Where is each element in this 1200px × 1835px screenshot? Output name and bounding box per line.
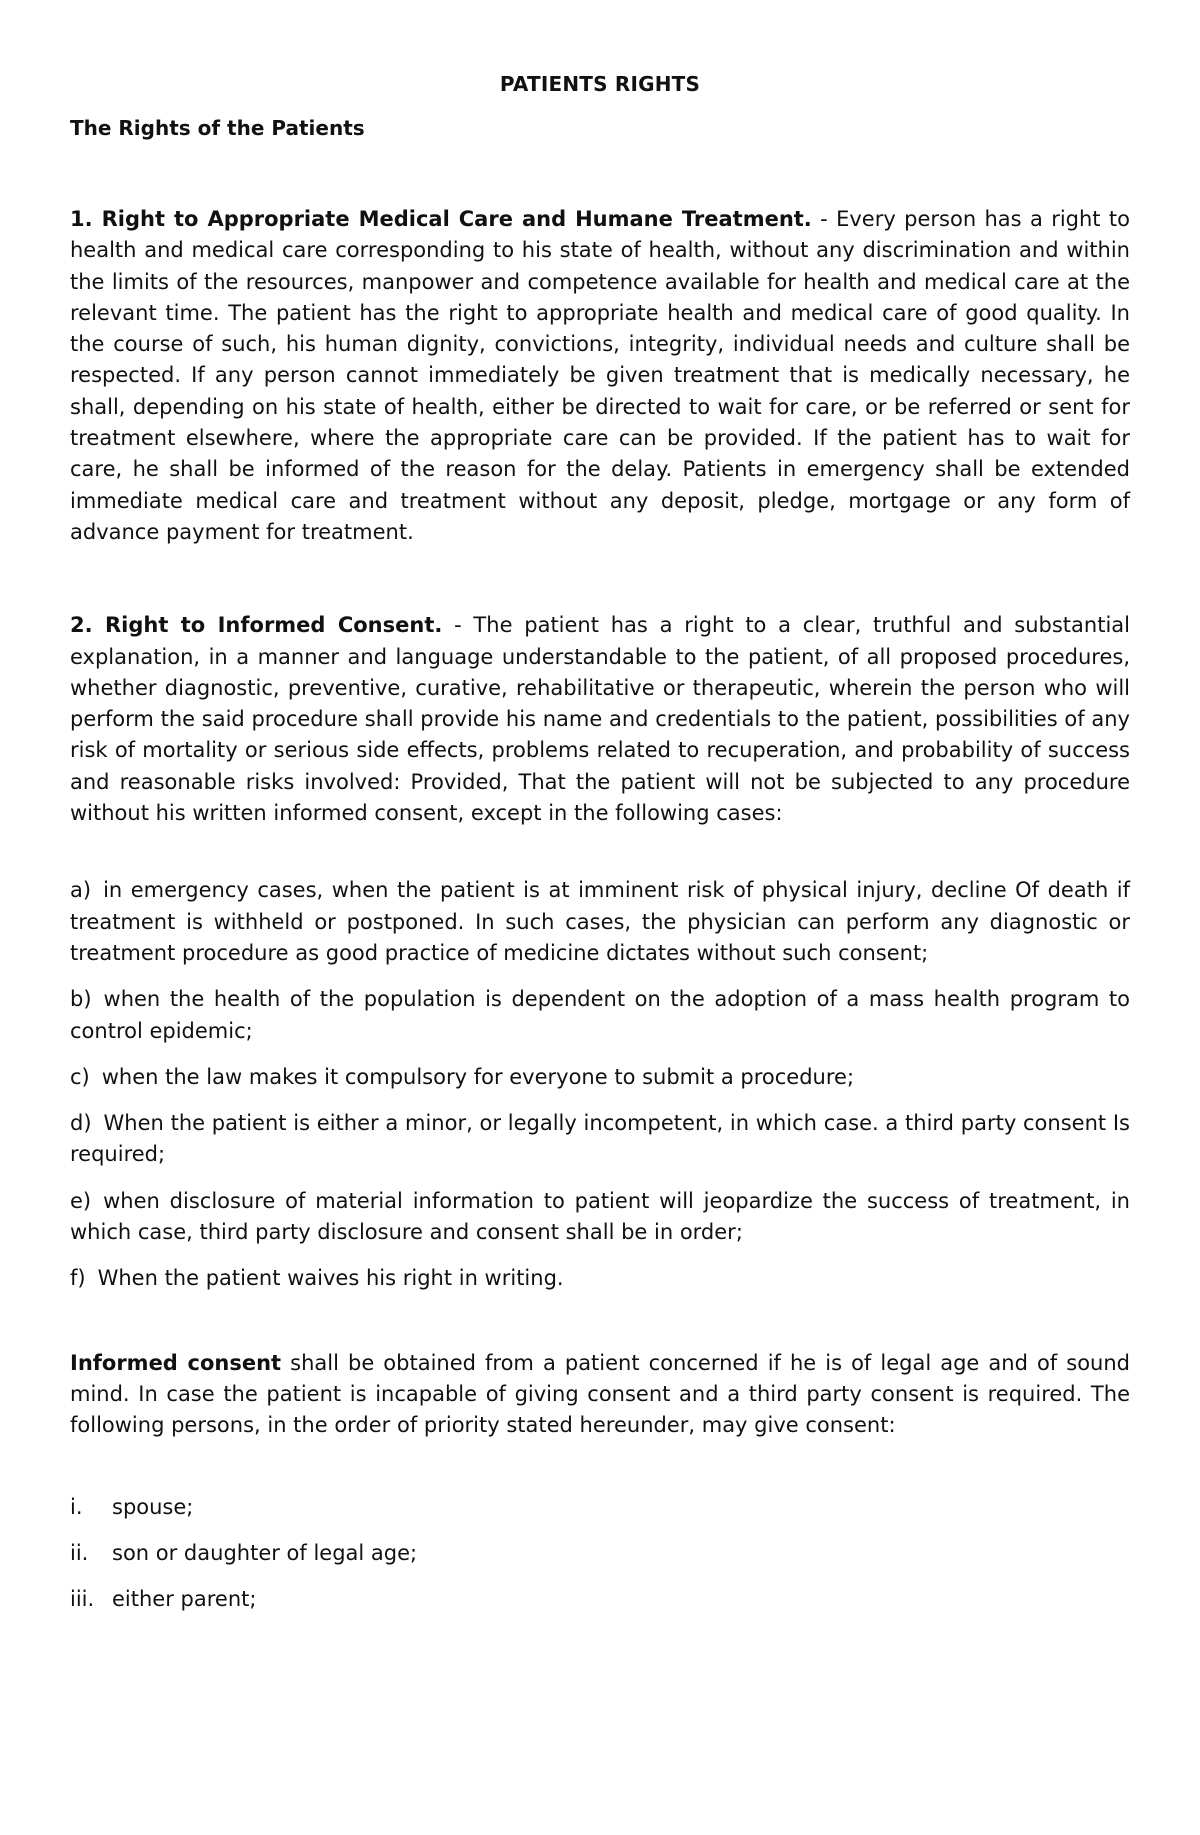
case-text: when the health of the population is dependent on the adoption of a mass health program to control epidemic;	[70, 987, 1130, 1043]
case-marker: b)	[70, 987, 92, 1012]
person-text: son or daughter of legal age;	[112, 1540, 418, 1565]
person-text: either parent;	[112, 1587, 257, 1612]
case-marker: a)	[70, 878, 92, 903]
exception-case-item	[70, 1108, 1130, 1171]
person-text: spouse;	[112, 1494, 194, 1519]
section-1-heading: 1. Right to Appropriate Medical Care and Humane Treatment.	[70, 207, 812, 231]
document-title: PATIENTS RIGHTS	[499, 72, 701, 96]
section-1-body: - Every person has a right to health and medical care corresponding to his state of health, without any discrimination and within the limits of the resources, manpower and competence available for health and medical care at the relevant time. The patient has the right to appropriate health and medical care of good quality. In the course of such, his human dignity, convictions, integrity, individual needs and culture shall be respected. If any person cannot immediately be given treatment that is medically necessary, he shall, depending on his state of health, either be directed to wait for care, or be referred or sent for treatment elsewhere, where the appropriate care can be provided. If the patient has to wait for care, he shall be informed of the reason for the delay. Patients in emergency shall be extended immediate medical care and treatment without any deposit, pledge, mortgage or any form of advance payment for treatment.	[70, 207, 1130, 544]
document-subtitle: The Rights of the Patients	[70, 116, 365, 140]
person-marker: ii.	[70, 1540, 89, 1565]
section-2-paragraph	[70, 610, 1130, 829]
person-marker: i.	[70, 1494, 83, 1519]
section-2-body: - The patient has a right to a clear, truthful and substantial explanation, in a manner and language understandable to the patient, of all proposed procedures, whether diagnostic, preventive, curative, rehabilitative or therapeutic, wherein the person who will perform the said procedure shall provide his name and credentials to the patient, possibilities of any risk of mortality or serious side effects, problems related to recuperation, and probability of success and reasonable risks involved: Provided, That the patient will not be subjected to any procedure without his written informed consent, except in the following cases:	[70, 613, 1130, 826]
exception-case-item	[70, 1186, 1130, 1249]
case-marker: d)	[70, 1111, 92, 1136]
case-text: When the patient waives his right in writing.	[97, 1266, 564, 1291]
case-text: when the law makes it compulsory for everyone to submit a procedure;	[101, 1064, 855, 1089]
consent-person-item	[70, 1538, 1130, 1569]
spacer	[70, 548, 1130, 610]
exception-case-item	[70, 1062, 1130, 1093]
exception-case-item	[70, 984, 1130, 1047]
consent-person-item	[70, 1584, 1130, 1615]
consent-person-list	[70, 1492, 1130, 1616]
exception-case-list	[70, 875, 1130, 1294]
case-marker: e)	[70, 1188, 92, 1213]
informed-consent-paragraph	[70, 1348, 1130, 1442]
spacer	[70, 1442, 1130, 1492]
section-2-heading: 2. Right to Informed Consent.	[70, 613, 443, 638]
case-marker: c)	[70, 1064, 90, 1089]
section-1-paragraph	[70, 204, 1130, 548]
consent-person-item	[70, 1492, 1130, 1523]
spacer	[70, 1310, 1130, 1348]
exception-case-item	[70, 875, 1130, 969]
case-text: when disclosure of material information to patient will jeopardize the success of treatment, in which case, third party disclosure and consent shall be in order;	[70, 1188, 1130, 1245]
spacer	[70, 829, 1130, 875]
case-text: in emergency cases, when the patient is at imminent risk of physical injury, decline Of death if treatment is withheld or postponed. In such cases, the physician can perform any diagnostic or treatment procedure as good practice of medicine dictates without such consent;	[70, 878, 1130, 965]
informed-consent-body: shall be obtained from a patient concerned if he is of legal age and of sound mind. In case the patient is incapable of giving consent and a third party consent is required. The following persons, in the order of priority stated hereunder, may give consent:	[70, 1350, 1130, 1438]
case-text: When the patient is either a minor, or legally incompetent, in which case. a third party consent Is required;	[70, 1111, 1130, 1167]
case-marker: f)	[70, 1266, 86, 1291]
person-marker: iii.	[70, 1587, 95, 1612]
exception-case-item	[70, 1263, 1130, 1294]
informed-consent-heading: Informed consent	[70, 1350, 282, 1375]
